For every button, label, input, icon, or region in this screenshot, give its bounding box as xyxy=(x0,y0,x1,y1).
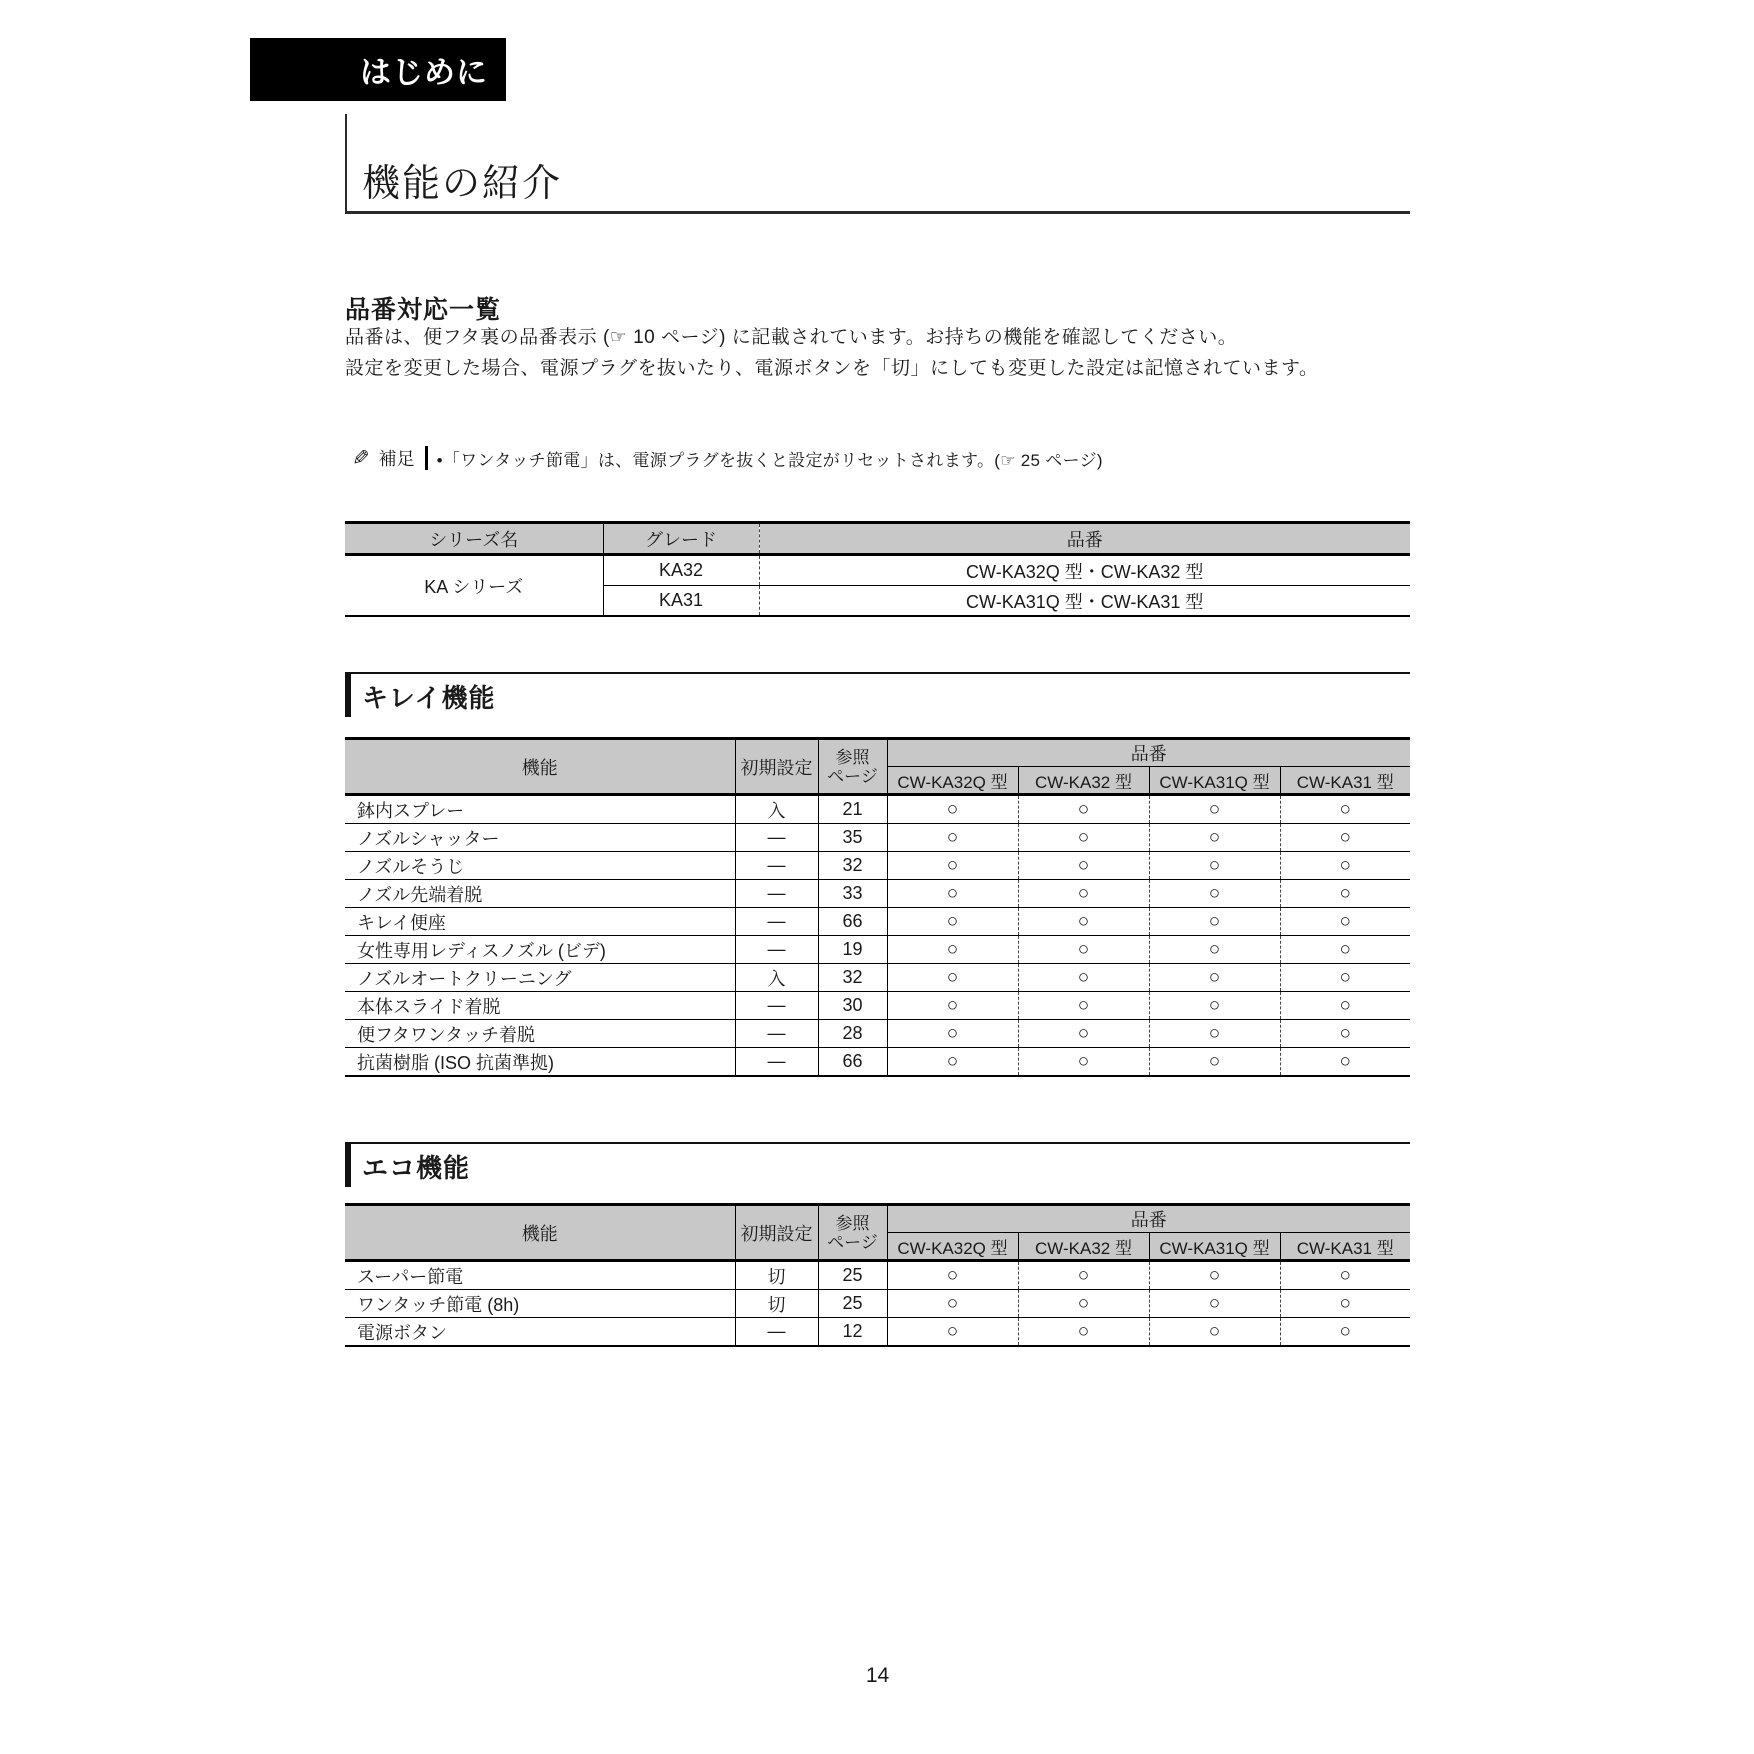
support-mark: ○ xyxy=(1149,1318,1280,1347)
models-cell: CW-KA31Q 型・CW-KA31 型 xyxy=(759,586,1410,617)
support-mark: ○ xyxy=(1018,1261,1149,1290)
note-divider xyxy=(425,446,428,470)
feature-name: 鉢内スプレー xyxy=(345,795,735,824)
support-mark: ○ xyxy=(1280,992,1410,1020)
support-mark: ○ xyxy=(1149,795,1280,824)
ref-page: 25 xyxy=(818,1290,887,1318)
support-mark: ○ xyxy=(1018,795,1149,824)
support-mark: ○ xyxy=(1149,1290,1280,1318)
feature-name: スーパー節電 xyxy=(345,1261,735,1290)
eco-section-rule xyxy=(345,1142,1410,1144)
support-mark: ○ xyxy=(1280,1318,1410,1347)
support-mark: ○ xyxy=(1018,1318,1149,1347)
feature-name: 電源ボタン xyxy=(345,1318,735,1347)
support-mark: ○ xyxy=(1149,1048,1280,1077)
series-name-header: シリーズ名 xyxy=(345,523,603,555)
model-column-header: CW-KA31Q 型 xyxy=(1149,1233,1280,1261)
support-mark: ○ xyxy=(1149,908,1280,936)
default-setting: ― xyxy=(735,992,818,1020)
feature-name: ワンタッチ節電 (8h) xyxy=(345,1290,735,1318)
feature-row xyxy=(345,992,1410,1020)
eco-section-heading: エコ機能 xyxy=(362,1153,471,1183)
feature-row xyxy=(345,824,1410,852)
default-setting: 切 xyxy=(735,1261,818,1290)
grade-cell: KA31 xyxy=(603,586,759,617)
feature-table-header-row-1 xyxy=(345,739,1410,767)
default-setting: ― xyxy=(735,1020,818,1048)
support-mark: ○ xyxy=(1280,1020,1410,1048)
series-name-cell: KA シリーズ xyxy=(345,555,603,617)
support-mark: ○ xyxy=(1018,964,1149,992)
kirei-feature-table xyxy=(345,737,1410,1077)
page-number: 14 xyxy=(865,1664,890,1687)
feature-row xyxy=(345,1020,1410,1048)
feature-name: 便フタワンタッチ着脱 xyxy=(345,1020,735,1048)
support-mark: ○ xyxy=(1149,880,1280,908)
grade-header: グレード xyxy=(603,523,759,555)
support-mark: ○ xyxy=(1280,936,1410,964)
default-setting: 切 xyxy=(735,1290,818,1318)
page-column-header xyxy=(818,1205,887,1261)
support-mark: ○ xyxy=(887,992,1018,1020)
support-mark: ○ xyxy=(887,1290,1018,1318)
intro-line-2: 設定を変更した場合、電源プラグを抜いたり、電源ボタンを「切」にしても変更した設定は記憶されています。 xyxy=(345,358,1319,379)
support-mark: ○ xyxy=(1149,964,1280,992)
feature-column-header: 機能 xyxy=(345,1205,735,1261)
page-title: 機能の紹介 xyxy=(362,163,563,205)
series-row xyxy=(345,555,1410,586)
models-header: 品番 xyxy=(759,523,1410,555)
support-mark: ○ xyxy=(887,880,1018,908)
ref-page: 32 xyxy=(818,852,887,880)
support-mark: ○ xyxy=(1280,964,1410,992)
ref-page: 66 xyxy=(818,908,887,936)
ref-page: 30 xyxy=(818,992,887,1020)
support-mark: ○ xyxy=(887,852,1018,880)
model-column-header: CW-KA32Q 型 xyxy=(887,1233,1018,1261)
models-group-header: 品番 xyxy=(887,739,1410,767)
support-mark: ○ xyxy=(887,1261,1018,1290)
default-column-header: 初期設定 xyxy=(735,1205,818,1261)
note-row xyxy=(352,445,1103,471)
support-mark: ○ xyxy=(1018,936,1149,964)
ref-page: 32 xyxy=(818,964,887,992)
support-mark: ○ xyxy=(1149,936,1280,964)
default-setting: ― xyxy=(735,824,818,852)
support-mark: ○ xyxy=(887,1318,1018,1347)
feature-name: ノズル先端着脱 xyxy=(345,880,735,908)
feature-row xyxy=(345,852,1410,880)
support-mark: ○ xyxy=(1280,908,1410,936)
model-column-header: CW-KA32Q 型 xyxy=(887,767,1018,795)
support-mark: ○ xyxy=(1280,824,1410,852)
ref-page: 19 xyxy=(818,936,887,964)
feature-name: ノズルオートクリーニング xyxy=(345,964,735,992)
support-mark: ○ xyxy=(1280,852,1410,880)
feature-column-header: 機能 xyxy=(345,739,735,795)
feature-name: 抗菌樹脂 (ISO 抗菌準拠) xyxy=(345,1048,735,1077)
support-mark: ○ xyxy=(887,1048,1018,1077)
model-column-header: CW-KA31Q 型 xyxy=(1149,767,1280,795)
feature-name: 本体スライド着脱 xyxy=(345,992,735,1020)
eco-section-bar xyxy=(345,1143,351,1187)
feature-row xyxy=(345,1290,1410,1318)
ref-page: 25 xyxy=(818,1261,887,1290)
feature-table-header-row-1 xyxy=(345,1205,1410,1233)
ref-page: 35 xyxy=(818,824,887,852)
feature-name: 女性専用レディスノズル (ビデ) xyxy=(345,936,735,964)
ref-page: 21 xyxy=(818,795,887,824)
title-rule xyxy=(345,211,1410,214)
support-mark: ○ xyxy=(1018,880,1149,908)
support-mark: ○ xyxy=(1149,824,1280,852)
kirei-section-bar xyxy=(345,673,351,717)
title-left-line xyxy=(345,114,347,213)
eco-feature-rows xyxy=(345,1261,1410,1347)
support-mark: ○ xyxy=(1280,795,1410,824)
feature-name: ノズルシャッター xyxy=(345,824,735,852)
support-mark: ○ xyxy=(1018,908,1149,936)
ref-page: 33 xyxy=(818,880,887,908)
feature-row xyxy=(345,964,1410,992)
feature-row xyxy=(345,880,1410,908)
feature-row xyxy=(345,908,1410,936)
kirei-section-heading: キレイ機能 xyxy=(362,683,496,713)
series-table-header-row xyxy=(345,523,1410,555)
page-header-line2: ページ xyxy=(827,1232,878,1252)
model-column-header: CW-KA31 型 xyxy=(1280,767,1410,795)
page-column-header xyxy=(818,739,887,795)
default-setting: 入 xyxy=(735,795,818,824)
page-header-line1: 参照 xyxy=(835,747,870,767)
model-column-header: CW-KA32 型 xyxy=(1018,1233,1149,1261)
support-mark: ○ xyxy=(1280,880,1410,908)
eco-feature-table xyxy=(345,1203,1410,1347)
default-setting: ― xyxy=(735,936,818,964)
default-setting: ― xyxy=(735,880,818,908)
models-group-header: 品番 xyxy=(887,1205,1410,1233)
support-mark: ○ xyxy=(1149,1020,1280,1048)
kirei-section-rule xyxy=(345,672,1410,674)
support-mark: ○ xyxy=(887,908,1018,936)
support-mark: ○ xyxy=(887,964,1018,992)
support-mark: ○ xyxy=(1018,1048,1149,1077)
chapter-tab xyxy=(250,38,506,101)
default-setting: 入 xyxy=(735,964,818,992)
intro-line-1: 品番は、便フタ裏の品番表示 (☞ 10 ページ) に記載されています。お持ちの機能を確認してください。 xyxy=(345,327,1238,348)
feature-row xyxy=(345,1318,1410,1347)
ref-page: 66 xyxy=(818,1048,887,1077)
support-mark: ○ xyxy=(1018,1290,1149,1318)
default-setting: ― xyxy=(735,1048,818,1077)
support-mark: ○ xyxy=(887,936,1018,964)
default-setting: ― xyxy=(735,852,818,880)
support-mark: ○ xyxy=(1280,1290,1410,1318)
feature-row xyxy=(345,1048,1410,1077)
series-table xyxy=(345,521,1410,617)
support-mark: ○ xyxy=(1018,992,1149,1020)
kirei-feature-rows xyxy=(345,795,1410,1077)
support-mark: ○ xyxy=(1018,852,1149,880)
support-mark: ○ xyxy=(1149,1261,1280,1290)
pencil-icon: ✎ xyxy=(352,446,370,470)
ref-page: 28 xyxy=(818,1020,887,1048)
feature-name: キレイ便座 xyxy=(345,908,735,936)
support-mark: ○ xyxy=(1149,992,1280,1020)
feature-row xyxy=(345,936,1410,964)
section-heading-model-list: 品番対応一覧 xyxy=(345,296,502,324)
models-cell: CW-KA32Q 型・CW-KA32 型 xyxy=(759,555,1410,586)
page-header-line1: 参照 xyxy=(835,1213,870,1233)
ref-page: 12 xyxy=(818,1318,887,1347)
feature-name: ノズルそうじ xyxy=(345,852,735,880)
support-mark: ○ xyxy=(1018,824,1149,852)
support-mark: ○ xyxy=(1149,852,1280,880)
feature-row xyxy=(345,795,1410,824)
support-mark: ○ xyxy=(1280,1048,1410,1077)
chapter-tab-label: はじめに xyxy=(360,55,488,90)
support-mark: ○ xyxy=(1018,1020,1149,1048)
page-header-line2: ページ xyxy=(827,766,878,786)
grade-cell: KA32 xyxy=(603,555,759,586)
intro-paragraph xyxy=(345,322,1410,384)
default-setting: ― xyxy=(735,1318,818,1347)
default-setting: ― xyxy=(735,908,818,936)
default-column-header: 初期設定 xyxy=(735,739,818,795)
support-mark: ○ xyxy=(887,795,1018,824)
note-text: •「ワンタッチ節電」は、電源プラグを抜くと設定がリセットされます。(☞ 25 ページ) xyxy=(436,450,1103,470)
support-mark: ○ xyxy=(887,1020,1018,1048)
note-label: 補足 xyxy=(378,449,415,469)
model-column-header: CW-KA32 型 xyxy=(1018,767,1149,795)
model-column-header: CW-KA31 型 xyxy=(1280,1233,1410,1261)
support-mark: ○ xyxy=(887,824,1018,852)
support-mark: ○ xyxy=(1280,1261,1410,1290)
feature-row xyxy=(345,1261,1410,1290)
